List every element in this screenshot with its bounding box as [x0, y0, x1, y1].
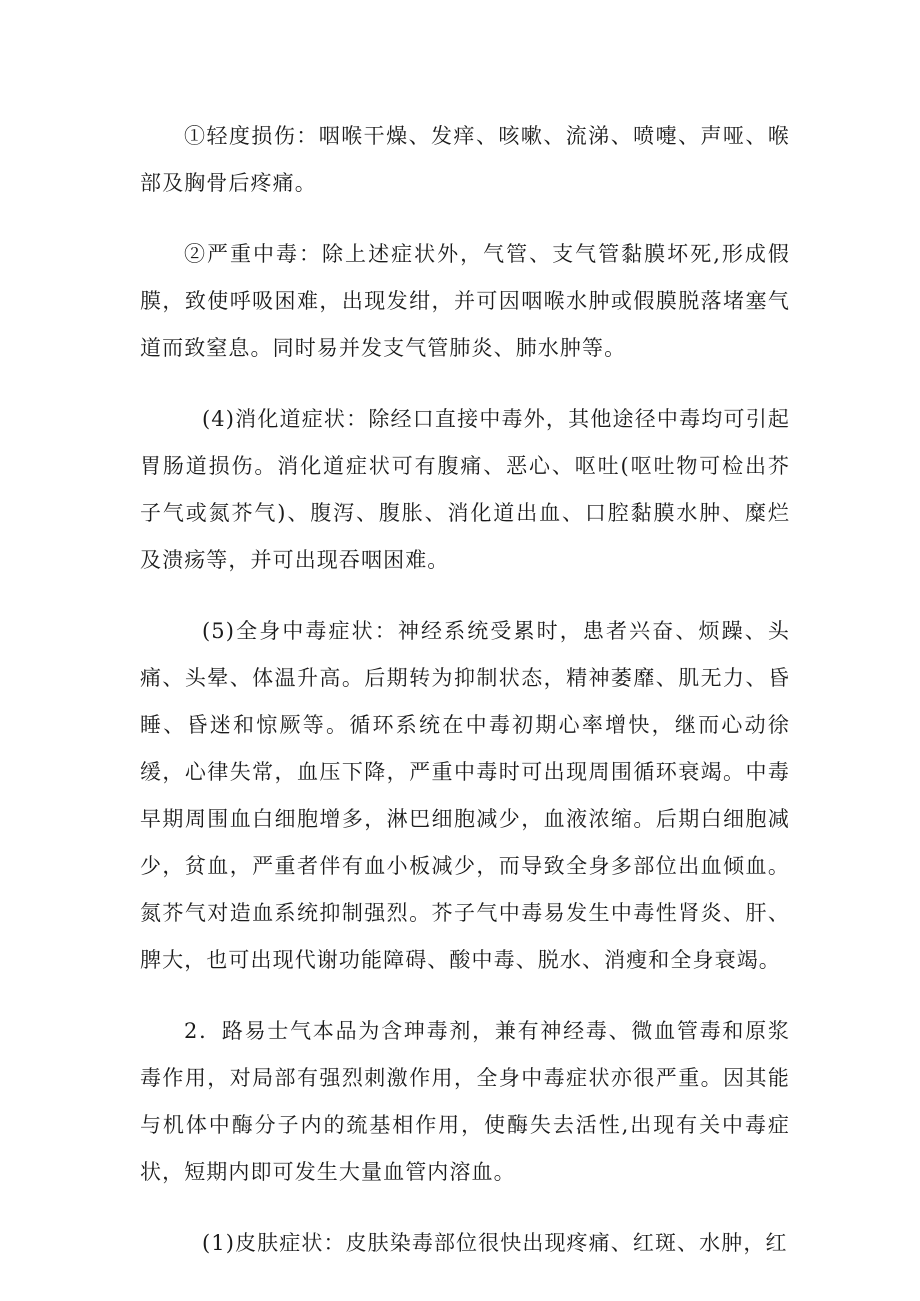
paragraph-digestive-symptoms: (4)消化道症状：除经口直接中毒外，其他途径中毒均可引起胃肠道损伤。消化道症状可有腹痛、恶心、呕吐(呕吐物可检出芥子气或氮芥气)、腹泻、腹胀、消化道出血、口腔黏膜水肿、糜烂及溃疡等，并可出现吞咽困难。	[140, 407, 790, 572]
paragraph-mild-injury: ①轻度损伤：咽喉干燥、发痒、咳嗽、流涕、喷嚏、声哑、喉部及胸骨后疼痛。	[140, 124, 790, 195]
paragraph-skin-symptoms: (1)皮肤症状：皮肤染毒部位很快出现疼痛、红斑、水肿，红	[202, 1231, 788, 1255]
text-column	[140, 113, 790, 1291]
paragraph-lewisite: 2．路易士气本品为含珅毒剂，兼有神经毒、微血管毒和原浆毒作用，对局部有强烈刺激作用，全身中毒症状亦很严重。因其能与机体中酶分子内的巯基相作用，使酶失去活性,出现有关中毒症状，短期内即可发生大量血管内溶血。	[140, 1019, 790, 1184]
paragraph-severe-poisoning: ②严重中毒：除上述症状外，气管、支气管黏膜坏死,形成假膜，致使呼吸困难，出现发绀，并可因咽喉水肿或假膜脱落堵塞气道而致窒息。同时易并发支气管肺炎、肺水肿等。	[140, 242, 790, 360]
paragraph-systemic-symptoms: (5)全身中毒症状：神经系统受累时，患者兴奋、烦躁、头痛、头晕、体温升高。后期转为抑制状态，精神萎靡、肌无力、昏睡、昏迷和惊厥等。循环系统在中毒初期心率增快，继而心动徐缓，心律失常，血压下降，严重中毒时可出现周围循环衰竭。中毒早期周围血白细胞增多，淋巴细胞减少，血液浓缩。后期白细胞减少，贫血，严重者伴有血小板减少，而导致全身多部位出血倾血。氮芥气对造血系统抑制强烈。芥子气中毒易发生中毒性肾炎、肝、脾大，也可出现代谢功能障碍、酸中毒、脱水、消瘦和全身衰竭。	[140, 619, 790, 972]
